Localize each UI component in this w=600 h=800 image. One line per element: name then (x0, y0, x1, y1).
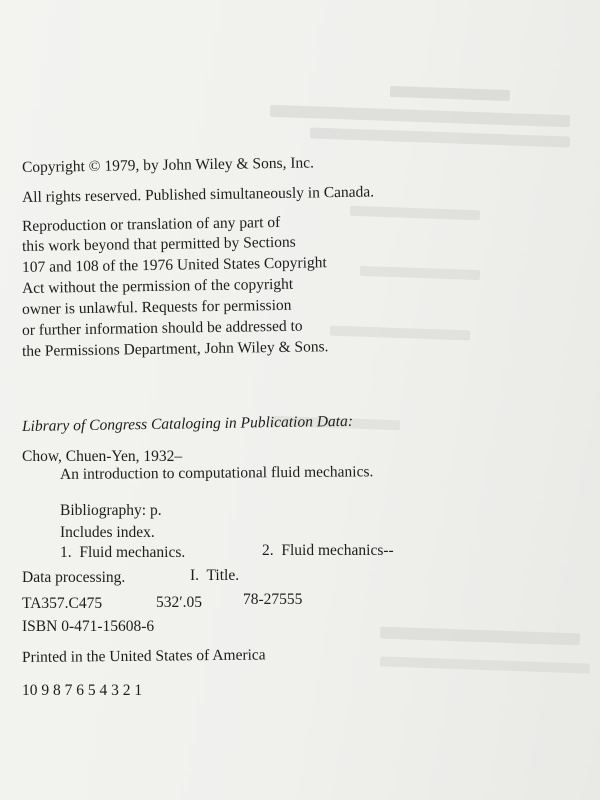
reproduction-line-7: the Permissions Department, John Wiley & Sons. (21, 338, 329, 360)
printing-line: 10 9 8 7 6 5 4 3 2 1 (22, 682, 143, 699)
isbn: ISBN 0-471-15608-6 (22, 618, 155, 635)
cip-subject-1: 1. Fluid mechanics. (60, 544, 186, 561)
call-number: TA357.C475 (22, 595, 103, 612)
rights-statement: All rights reserved. Published simultaneously in Canada. (21, 183, 375, 206)
reproduction-line-4: Act without the permission of the copyright (21, 275, 294, 297)
cip-index: Includes index. (60, 524, 155, 541)
reproduction-line-5: owner is unlawful. Requests for permission (21, 296, 292, 318)
cip-subject-continued: Data processing. (22, 569, 126, 586)
show-through-publisher (380, 630, 600, 690)
reproduction-line-6: or further information should be addressed to (21, 317, 303, 339)
cip-author: Chow, Chuen-Yen, 1932– (22, 448, 183, 465)
cip-bibliography: Bibliography: p. (60, 502, 162, 519)
reproduction-line-3: 107 and 108 of the 1976 United States Copyright (21, 254, 327, 276)
cip-heading: Library of Congress Cataloging in Publication Data: (21, 412, 354, 435)
dewey-number: 532′.05 (156, 594, 203, 611)
cip-title-entry: I. Title. (190, 567, 240, 584)
reproduction-line-1: Reproduction or translation of any part of (21, 213, 281, 235)
lccn: 78-27555 (243, 591, 303, 608)
cip-subject-2: 2. Fluid mechanics-- (262, 542, 394, 559)
copyright-notice: Copyright © 1979, by John Wiley & Sons, Inc. (21, 154, 315, 176)
printed-statement: Printed in the United States of America (21, 646, 266, 666)
reproduction-line-2: this work beyond that permitted by Sections (21, 233, 296, 255)
cip-title: An introduction to computational fluid mechanics. (59, 463, 374, 483)
